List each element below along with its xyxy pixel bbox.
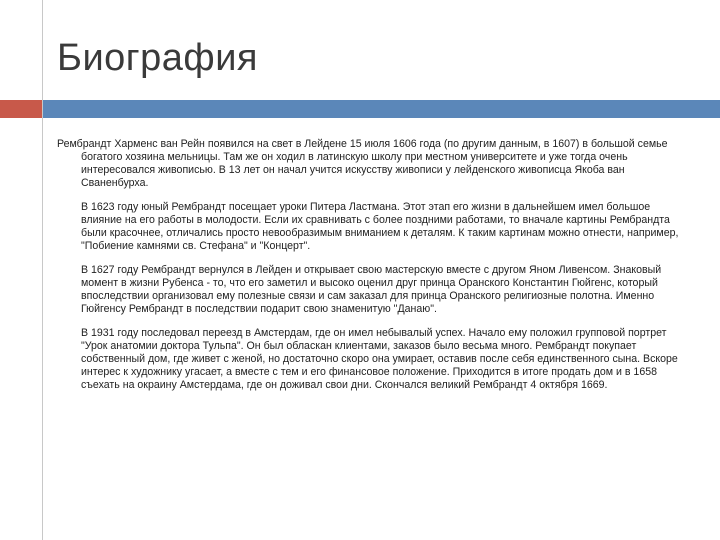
paragraph-3: В 1627 году Рембрандт вернулся в Лейден и открывает свою мастерскую вместе с другом Яном Ливенсом. Знаковый момент в жизни Рубенса - то, что его заметил и высоко оценил друг принца Оранского Константин Гюйгенс, который впоследствии организовал ему полезные связи и сам заказал для принца Оранского религиозные полотна. Именно Гюйгенсу Рембрандт в последствии подарит свою знаменитую "Данаю". bbox=[81, 264, 662, 315]
body-text bbox=[57, 138, 679, 403]
paragraph-4: В 1931 году последовал переезд в Амстердам, где он имел небывалый успех. Начало ему положил групповой портрет "Урок анатомии доктора Тульпа". Он был обласкан клиентами, заказов было весьма много. Рембрандт покупает собственный дом, где живет с женой, но достаточно скоро она умирает, оставив после себя единственного сына. Вскоре интерес к художнику угасает, а вместе с тем и его финансовое положение. Приходится в итоге продать дом и в 1658 съехать на окраину Амстердама, где он доживал свои дни. Скончался великий Рембрандт 4 октября 1669. bbox=[81, 327, 678, 391]
accent-bar-red bbox=[0, 100, 42, 118]
paragraph-2: В 1623 году юный Рембрандт посещает уроки Питера Ластмана. Этот этап его жизни в дальнейшем имел большое влияние на его работы в молодости. Если их сравнивать с более поздними работами, то вначале картины Рембрандта были красочнее, отличались просто невообразимым вниманием к деталям. К таким картинам можно отнести, например, "Побиение камнями св. Стефана" и "Концерт". bbox=[81, 201, 679, 252]
page-title: Биография bbox=[57, 37, 258, 79]
accent-bar-blue bbox=[43, 100, 720, 118]
paragraph-1: Рембрандт Харменс ван Рейн появился на свет в Лейдене 15 июля 1606 года (по другим данным, в 1607) в большой семье богатого хозяина мельницы. Там же он ходил в латинскую школу при местном университете и уже тогда очень интересовался живописью. В 13 лет он начал учится искусству живописи у лейденского живописца Якоба ван Сваненбурха. bbox=[57, 138, 668, 189]
vertical-divider bbox=[42, 0, 43, 540]
